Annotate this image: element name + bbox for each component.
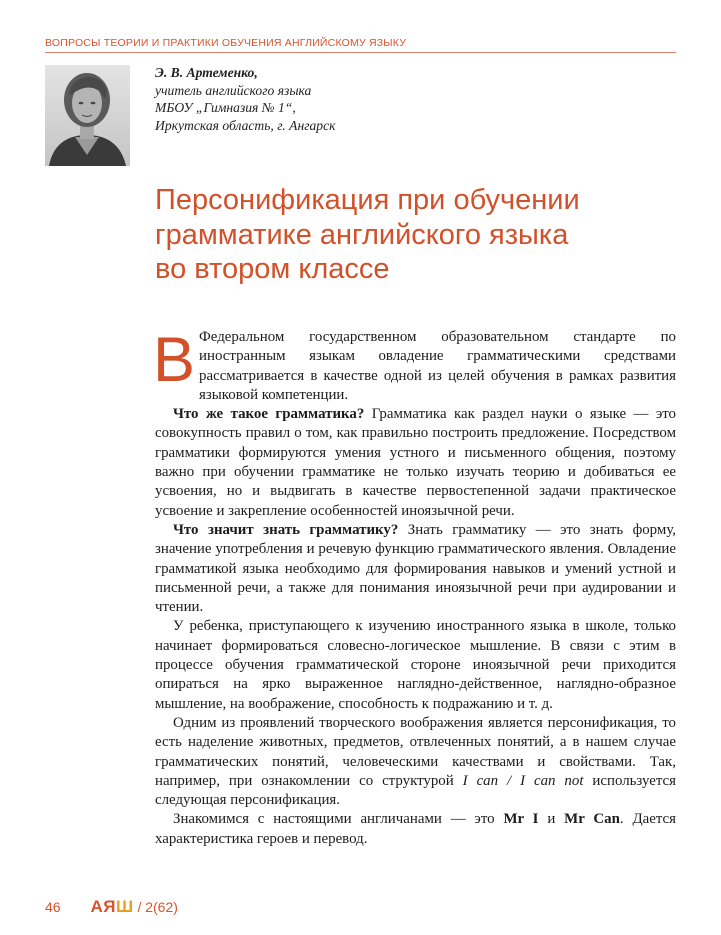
section-header: ВОПРОСЫ ТЕОРИИ И ПРАКТИКИ ОБУЧЕНИЯ АНГЛИЙСКОМУ ЯЗЫКУ	[45, 37, 407, 49]
author-school: МБОУ „Гимназия № 1“,	[155, 100, 296, 116]
article-title	[155, 183, 675, 287]
paragraph-6-text-b: . Дается характеристика героев и перевод.	[155, 811, 676, 847]
page-number: 46	[45, 899, 61, 915]
issue-number: / 2(62)	[133, 899, 178, 915]
paragraph-2-question: Что же такое грамматика?	[173, 406, 365, 423]
paragraph-5-text-a: Одним из проявлений творческого воображения является персонификация, то есть наделение животных, предметов, отвлеченных понятий, а в нашем случае грамматических понятий, человеческими качествами и свойствами. Так, например, при ознакомлении со структурой	[155, 714, 676, 789]
header-divider	[45, 52, 676, 53]
drop-cap: В	[153, 325, 196, 395]
author-photo	[45, 65, 130, 166]
paragraph-6-mr-i: Mr I	[503, 811, 539, 828]
author-block	[155, 64, 336, 134]
paragraph-6	[155, 810, 676, 849]
paragraph-2-text: Грамматика как раздел науки о языке — это совокупность правил о том, как правильно построить предложение. Посредством грамматики формируются умения устного и письменного общения, поэтому важно при обучении грамматике не только изучать теорию и добиваться ее усвоения, но и выдвигать в качестве первостепенной задачи практическое усвоение и закрепление особенностей иноязычной речи.	[155, 406, 676, 519]
paragraph-3-question: Что значит знать грамматику?	[173, 521, 399, 538]
paragraph-5	[155, 714, 676, 810]
paragraph-6-mr-can: Mr Can	[564, 811, 620, 828]
author-position: учитель английского языка	[155, 82, 312, 98]
paragraph-4: У ребенка, приступающего к изучению иностранного языка в школе, только начинает формироваться словесно-логическое мышление. В связи с этим в процессе обучения грамматической стороне иноязычной речи приходится опираться на ярко выраженное наглядно-действенное, наглядно-образное мышление, на воображение, способность к подражанию и т. д.	[155, 618, 676, 712]
article-title-line-1: Персонификация при обучении	[155, 184, 580, 216]
journal-logo-part-b: Ш	[115, 897, 134, 916]
paragraph-3	[155, 521, 676, 617]
journal-logo	[90, 897, 133, 916]
paragraph-5-text-b: используется следующая персонификация.	[155, 772, 677, 809]
paragraph-3-text: Знать грамматику — это знать форму, значение употребления и речевую функцию грамматического явления. Овладение грамматикой языка необходимо для формирования навыков и умений устной и письменной речи, а также для понимания иноязычной речи при аудировании и чтении.	[155, 521, 676, 616]
article-title-line-2: грамматике английского языка	[155, 218, 569, 251]
paragraph-2	[155, 405, 676, 521]
paragraph-1-text: Федеральном государственном образовательном стандарте по иностранным языкам овладение грамматическими средствами рассматривается в качестве одной из целей обучения в рамках развития языковой компетенции.	[199, 329, 676, 403]
article-body	[153, 325, 677, 849]
author-location: Иркутская область, г. Ангарск	[155, 117, 336, 133]
paragraph-6-and: и	[538, 811, 565, 828]
page-footer	[45, 897, 178, 917]
journal-logo-part-a: АЯ	[90, 897, 116, 916]
paragraph-1	[153, 325, 676, 405]
paragraph-5-structure: I can / I can not	[462, 772, 584, 789]
article-title-line-3: во втором классе	[155, 253, 390, 285]
author-portrait-image	[45, 65, 130, 166]
author-name: Э. В. Артеменко,	[155, 65, 258, 80]
paragraph-6-text-a: Знакомимся с настоящими англичанами — это	[173, 811, 504, 828]
